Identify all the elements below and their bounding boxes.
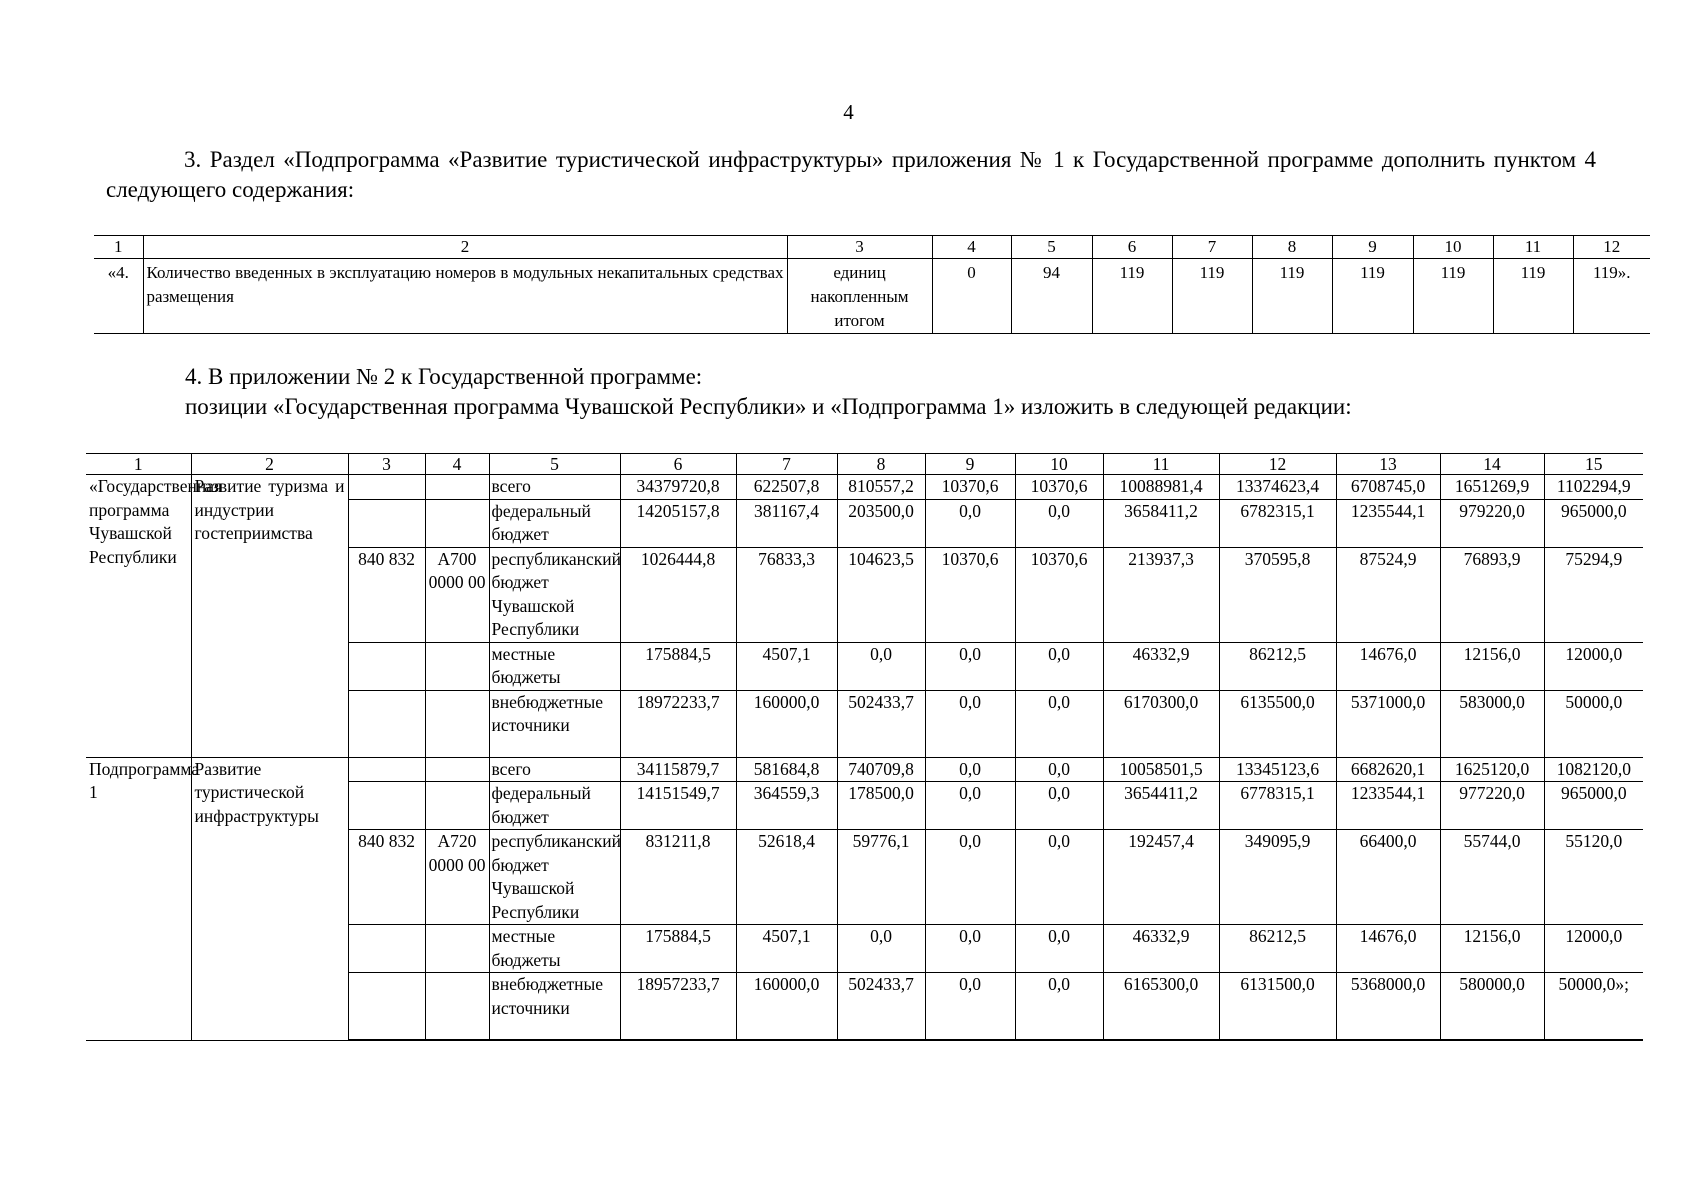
funding-value: 4507,1 — [736, 925, 837, 973]
column-number: 11 — [1103, 454, 1219, 475]
unit-line: итогом — [834, 311, 885, 330]
table-row — [86, 475, 1643, 500]
grbs-code — [348, 642, 425, 690]
funding-value: 52618,4 — [736, 830, 837, 925]
funding-source: республиканский бюджет Чувашской Республики — [489, 547, 620, 642]
column-number: 5 — [489, 454, 620, 475]
unit-line: накопленным — [810, 287, 909, 306]
funding-value: 178500,0 — [837, 782, 925, 830]
funding-value: 580000,0 — [1440, 973, 1544, 1041]
funding-value: 86212,5 — [1219, 925, 1336, 973]
page-number: 4 — [843, 100, 854, 124]
funding-value: 979220,0 — [1440, 499, 1544, 547]
funding-value: 18957233,7 — [620, 973, 736, 1041]
program-status: Подпрограмма 1 — [86, 757, 191, 1040]
funding-value: 104623,5 — [837, 547, 925, 642]
funding-value: 0,0 — [1015, 499, 1103, 547]
funding-value: 0,0 — [1015, 782, 1103, 830]
column-number: 12 — [1573, 236, 1650, 259]
funding-source: всего — [489, 757, 620, 782]
funding-value: 0,0 — [1015, 757, 1103, 782]
column-number: 12 — [1219, 454, 1336, 475]
funding-value: 1625120,0 — [1440, 757, 1544, 782]
column-number: 1 — [94, 236, 143, 259]
column-number: 4 — [425, 454, 489, 475]
funding-value: 0,0 — [925, 973, 1015, 1041]
funding-value: 622507,8 — [736, 475, 837, 500]
funding-value: 0,0 — [1015, 642, 1103, 690]
funding-value: 14205157,8 — [620, 499, 736, 547]
grbs-code — [348, 925, 425, 973]
funding-value: 0,0 — [925, 757, 1015, 782]
column-number: 15 — [1544, 454, 1643, 475]
value-cell: 94 — [1011, 259, 1092, 334]
unit-line: единиц — [833, 263, 886, 282]
column-number: 9 — [925, 454, 1015, 475]
indicator-name: Количество введенных в эксплуатацию номеров в модульных некапитальных средствах размещения — [143, 259, 787, 334]
funding-value: 175884,5 — [620, 642, 736, 690]
table-header-row — [86, 454, 1643, 475]
paragraph-section-4-intro: 4. В приложении № 2 к Государственной программе: — [185, 364, 703, 389]
grbs-code — [348, 690, 425, 757]
budget-code: А700 0000 00 — [425, 547, 489, 642]
funding-value: 14676,0 — [1336, 925, 1440, 973]
funding-value: 810557,2 — [837, 475, 925, 500]
funding-value: 3654411,2 — [1103, 782, 1219, 830]
column-number: 7 — [736, 454, 837, 475]
grbs-code — [348, 475, 425, 500]
budget-code — [425, 642, 489, 690]
funding-value: 12156,0 — [1440, 642, 1544, 690]
row-number: «4. — [94, 259, 143, 334]
funding-value: 6708745,0 — [1336, 475, 1440, 500]
budget-code — [425, 757, 489, 782]
column-number: 10 — [1015, 454, 1103, 475]
funding-value: 4507,1 — [736, 642, 837, 690]
funding-value: 14676,0 — [1336, 642, 1440, 690]
funding-value: 6682620,1 — [1336, 757, 1440, 782]
funding-value: 0,0 — [925, 782, 1015, 830]
funding-value: 6131500,0 — [1219, 973, 1336, 1041]
funding-value: 1235544,1 — [1336, 499, 1440, 547]
funding-source: местные бюджеты — [489, 642, 620, 690]
value-cell: 119 — [1172, 259, 1252, 334]
value-cell: 119 — [1092, 259, 1172, 334]
funding-value: 18972233,7 — [620, 690, 736, 757]
funding-value: 0,0 — [925, 830, 1015, 925]
funding-value: 6135500,0 — [1219, 690, 1336, 757]
funding-value: 1102294,9 — [1544, 475, 1643, 500]
funding-value: 0,0 — [1015, 973, 1103, 1041]
funding-value: 50000,0 — [1544, 690, 1643, 757]
column-number: 2 — [191, 454, 348, 475]
funding-value: 12000,0 — [1544, 642, 1643, 690]
funding-value: 0,0 — [1015, 925, 1103, 973]
funding-value: 0,0 — [837, 642, 925, 690]
funding-value: 6782315,1 — [1219, 499, 1336, 547]
budget-code — [425, 973, 489, 1041]
column-number: 9 — [1332, 236, 1413, 259]
funding-value: 10088981,4 — [1103, 475, 1219, 500]
funding-value: 13374623,4 — [1219, 475, 1336, 500]
funding-value: 6165300,0 — [1103, 973, 1219, 1041]
funding-value: 965000,0 — [1544, 782, 1643, 830]
funding-source: внебюджетные источники — [489, 690, 620, 757]
column-number: 8 — [837, 454, 925, 475]
funding-value: 0,0 — [1015, 690, 1103, 757]
funding-value: 10370,6 — [925, 547, 1015, 642]
funding-value: 10058501,5 — [1103, 757, 1219, 782]
funding-value: 583000,0 — [1440, 690, 1544, 757]
program-name: Развитие туризма и индустрии гостеприимства — [191, 475, 348, 758]
funding-value: 1082120,0 — [1544, 757, 1643, 782]
funding-value: 86212,5 — [1219, 642, 1336, 690]
funding-value: 203500,0 — [837, 499, 925, 547]
funding-value: 213937,3 — [1103, 547, 1219, 642]
unit-cell — [787, 259, 932, 334]
column-number: 2 — [143, 236, 787, 259]
funding-value: 46332,9 — [1103, 925, 1219, 973]
grbs-code — [348, 757, 425, 782]
funding-table — [86, 453, 1643, 1041]
column-number: 3 — [348, 454, 425, 475]
column-number: 14 — [1440, 454, 1544, 475]
funding-value: 14151549,7 — [620, 782, 736, 830]
funding-value: 10370,6 — [1015, 475, 1103, 500]
value-cell: 119 — [1252, 259, 1332, 334]
funding-source: республиканский бюджет Чувашской Республики — [489, 830, 620, 925]
funding-value: 55744,0 — [1440, 830, 1544, 925]
funding-value: 34115879,7 — [620, 757, 736, 782]
funding-source: местные бюджеты — [489, 925, 620, 973]
funding-value: 12000,0 — [1544, 925, 1643, 973]
funding-value: 381167,4 — [736, 499, 837, 547]
funding-value: 831211,8 — [620, 830, 736, 925]
funding-value: 76893,9 — [1440, 547, 1544, 642]
funding-value: 175884,5 — [620, 925, 736, 973]
funding-value: 5371000,0 — [1336, 690, 1440, 757]
funding-value: 502433,7 — [837, 973, 925, 1041]
budget-code — [425, 925, 489, 973]
funding-value: 6170300,0 — [1103, 690, 1219, 757]
funding-value: 502433,7 — [837, 690, 925, 757]
funding-value: 46332,9 — [1103, 642, 1219, 690]
funding-value: 349095,9 — [1219, 830, 1336, 925]
funding-value: 1026444,8 — [620, 547, 736, 642]
funding-value: 192457,4 — [1103, 830, 1219, 925]
grbs-code: 840 832 — [348, 547, 425, 642]
funding-source: внебюджетные источники — [489, 973, 620, 1041]
table-row — [86, 757, 1643, 782]
table-header-row — [94, 236, 1650, 259]
grbs-code — [348, 973, 425, 1041]
budget-code — [425, 475, 489, 500]
funding-value: 364559,3 — [736, 782, 837, 830]
program-status: «Государственная программа Чувашской Республики — [86, 475, 191, 758]
funding-value: 10370,6 — [1015, 547, 1103, 642]
column-number: 3 — [787, 236, 932, 259]
funding-value: 0,0 — [925, 925, 1015, 973]
funding-value: 0,0 — [837, 925, 925, 973]
funding-value: 1651269,9 — [1440, 475, 1544, 500]
column-number: 10 — [1413, 236, 1493, 259]
funding-value: 0,0 — [925, 499, 1015, 547]
funding-value: 10370,6 — [925, 475, 1015, 500]
funding-value: 740709,8 — [837, 757, 925, 782]
column-number: 7 — [1172, 236, 1252, 259]
value-cell: 0 — [932, 259, 1011, 334]
funding-value: 76833,3 — [736, 547, 837, 642]
funding-value: 13345123,6 — [1219, 757, 1336, 782]
grbs-code — [348, 782, 425, 830]
funding-value: 0,0 — [925, 690, 1015, 757]
column-number: 1 — [86, 454, 191, 475]
value-cell: 119 — [1413, 259, 1493, 334]
funding-source: всего — [489, 475, 620, 500]
budget-code — [425, 690, 489, 757]
funding-value: 66400,0 — [1336, 830, 1440, 925]
grbs-code — [348, 499, 425, 547]
funding-source: федеральный бюджет — [489, 499, 620, 547]
program-name: Развитие туристической инфраструктуры — [191, 757, 348, 1040]
funding-value: 0,0 — [1015, 830, 1103, 925]
funding-value: 55120,0 — [1544, 830, 1643, 925]
funding-value: 12156,0 — [1440, 925, 1544, 973]
budget-code: А720 0000 00 — [425, 830, 489, 925]
budget-code — [425, 782, 489, 830]
paragraph-section-3: 3. Раздел «Подпрограмма «Развитие туристической инфраструктуры» приложения № 1 к Государственной программе дополнить пунктом 4 следующего содержания: — [106, 147, 1596, 202]
funding-value: 59776,1 — [837, 830, 925, 925]
column-number: 8 — [1252, 236, 1332, 259]
funding-value: 34379720,8 — [620, 475, 736, 500]
budget-code — [425, 499, 489, 547]
paragraph-section-4-text: позиции «Государственная программа Чувашской Республики» и «Подпрограмма 1» изложить в следующей редакции: — [185, 394, 1352, 419]
funding-value: 3658411,2 — [1103, 499, 1219, 547]
value-cell: 119 — [1332, 259, 1413, 334]
column-number: 5 — [1011, 236, 1092, 259]
column-number: 6 — [620, 454, 736, 475]
table-row — [94, 259, 1650, 334]
funding-value: 370595,8 — [1219, 547, 1336, 642]
funding-value: 75294,9 — [1544, 547, 1643, 642]
funding-value: 977220,0 — [1440, 782, 1544, 830]
grbs-code: 840 832 — [348, 830, 425, 925]
value-cell: 119 — [1493, 259, 1573, 334]
funding-value: 6778315,1 — [1219, 782, 1336, 830]
funding-value: 581684,8 — [736, 757, 837, 782]
column-number: 6 — [1092, 236, 1172, 259]
value-cell: 119». — [1573, 259, 1650, 334]
column-number: 4 — [932, 236, 1011, 259]
funding-value: 5368000,0 — [1336, 973, 1440, 1041]
indicator-table — [94, 235, 1650, 334]
column-number: 13 — [1336, 454, 1440, 475]
funding-value: 0,0 — [925, 642, 1015, 690]
funding-source: федеральный бюджет — [489, 782, 620, 830]
funding-value: 160000,0 — [736, 690, 837, 757]
funding-value: 87524,9 — [1336, 547, 1440, 642]
funding-value: 965000,0 — [1544, 499, 1643, 547]
funding-value: 1233544,1 — [1336, 782, 1440, 830]
funding-value: 160000,0 — [736, 973, 837, 1041]
column-number: 11 — [1493, 236, 1573, 259]
funding-value: 50000,0»; — [1544, 973, 1643, 1041]
